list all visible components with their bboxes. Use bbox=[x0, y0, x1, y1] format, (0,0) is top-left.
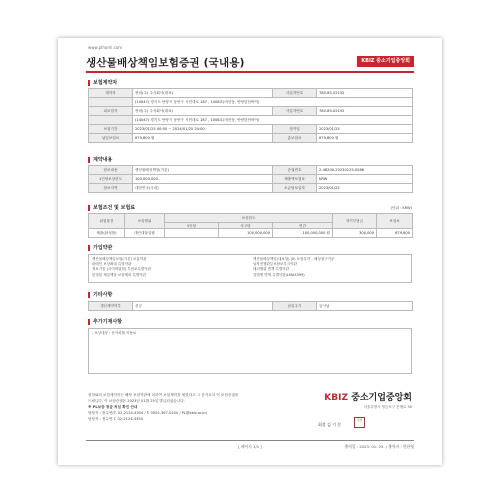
issuer-address: 서울특별시 영등포구 은행로 30 bbox=[363, 405, 412, 409]
label-cell: 담보내용 bbox=[89, 166, 133, 175]
page-title: 생산물배상책임보험증권 (국내용) bbox=[86, 57, 245, 69]
coverage-table bbox=[88, 213, 413, 238]
footer-page-number: [ 페이지 1/1 ] bbox=[238, 444, 262, 449]
label-cell: 1인당보상한도 bbox=[89, 175, 133, 184]
other-table bbox=[88, 301, 413, 311]
value-cell: 썬비(주) 주식회사(대표) bbox=[133, 107, 273, 116]
value-cell: 생산물배상책임(기본) bbox=[133, 166, 273, 175]
table-row bbox=[89, 125, 413, 134]
header-cell: 보상범위 bbox=[125, 214, 165, 229]
value-cell: 2-48200-20230125-0086 bbox=[317, 166, 413, 175]
clauses-box bbox=[88, 254, 412, 283]
clause-item: 생산물배상책임(대보험) (II) 포함특약 – 배상청구기준 bbox=[253, 257, 335, 261]
header-cell: 위험물건 bbox=[89, 214, 125, 229]
label-cell: 총보험료 bbox=[273, 134, 317, 143]
value-cell: 780-85-02192 bbox=[317, 89, 413, 98]
logo-mark: KBIZ bbox=[324, 393, 348, 403]
header-cell: 1인당 bbox=[165, 223, 219, 229]
notice-line: ※ PL보증 청급 처임 확인 안내 bbox=[88, 405, 138, 409]
footer-divider bbox=[86, 440, 414, 441]
value-cell: 780-85-02192 bbox=[317, 107, 413, 116]
footer-print-info: 출력일 : 2023. 01. 25. / 출력자 : 한한영 bbox=[344, 444, 414, 449]
label-cell: 피보험자 bbox=[89, 107, 133, 116]
brand-badge: KBIZ 중소기업중앙회 bbox=[357, 56, 414, 67]
table-row bbox=[89, 229, 413, 238]
label-cell: 납입주기 bbox=[273, 302, 317, 311]
label-cell: 계약자 bbox=[89, 89, 133, 98]
table-cell: 100,000,000 bbox=[219, 229, 273, 238]
table-row bbox=[89, 134, 413, 143]
seal-stamp: 직인 bbox=[354, 417, 365, 428]
notice-line: 드립니다. 이 보험증권은 2023년 01월 25일 발급되었습니다. bbox=[88, 399, 185, 403]
value-cell: KRW bbox=[317, 175, 413, 184]
table-cell: 대인대물일괄 bbox=[125, 229, 165, 238]
header-cell: 보상한도 bbox=[165, 214, 333, 223]
label-cell: 사업자번호 bbox=[273, 107, 317, 116]
section-title-policyholder: 보험계약자 bbox=[88, 80, 117, 86]
table-row bbox=[89, 302, 413, 311]
label-cell bbox=[89, 98, 133, 107]
insurance-certificate-page bbox=[58, 38, 442, 465]
table-cell: 300,000 bbox=[333, 229, 377, 238]
header-cell: 연간 bbox=[273, 223, 333, 229]
value-cell: 100,000,000 - bbox=[133, 175, 273, 184]
value-cell: 2023/01/25 00:00 ~ 2024/01/25 24:00 bbox=[133, 125, 273, 134]
address-cell: (14047) 경기도 안양시 동안구 시민대로 187 , 1008호(비산동, 안양한산바이) bbox=[133, 116, 413, 125]
label-cell: 소급담보일자 bbox=[273, 184, 317, 193]
section-title-clauses: 가입약관 bbox=[88, 245, 112, 251]
clause-item: 감염병 면책 특별약관(LMA5399) bbox=[253, 272, 305, 277]
table-cell: 100,000,000 원 bbox=[273, 229, 333, 238]
label-cell bbox=[89, 116, 133, 125]
header-cell: 보험료 bbox=[377, 214, 413, 229]
table-cell: 제품(완성품) bbox=[89, 229, 125, 238]
section-title-contract: 계약내용 bbox=[88, 157, 112, 163]
label-cell: 사업자번호 bbox=[273, 89, 317, 98]
additional-box bbox=[88, 328, 412, 374]
clause-item: 테러행위 면책 특별약관 bbox=[253, 267, 290, 272]
table-row bbox=[89, 98, 413, 107]
label-cell: 청약일 bbox=[273, 125, 317, 134]
section-title-additional: 추가기재사항 bbox=[88, 319, 122, 325]
clause-item: 한정된 제일액을 보험제외 특별약관 bbox=[92, 272, 147, 277]
value-cell: 679,800 원 bbox=[133, 134, 273, 143]
issuer-signature: 회장 김 기 문 bbox=[318, 422, 342, 427]
notice-line: 귀하와의 보험계약자는 해당 보험약관에 의하여 보험계약을 체결하고 그 증거로서 이 보험증권을 bbox=[88, 393, 239, 397]
clauses-left-list bbox=[92, 257, 247, 278]
site-url: www.plhomi.com bbox=[88, 45, 123, 50]
section-title-other: 기타사항 bbox=[88, 292, 112, 298]
table-row bbox=[89, 107, 413, 116]
value-cell: 일시납 bbox=[317, 302, 413, 311]
clause-item: 정보기술 (사이버위험) 부담보특별약관 bbox=[92, 267, 152, 272]
issuer-logo bbox=[294, 390, 412, 403]
table-row bbox=[89, 166, 413, 175]
header-cell: 자기부담금 bbox=[333, 214, 377, 229]
clause-item: 판매인 보상확대 특별약관 bbox=[92, 262, 132, 267]
additional-text: - 보상대상 : 선커피월 이용료 bbox=[92, 331, 137, 335]
clauses-right-list bbox=[253, 257, 409, 278]
table-cell: 679,800 bbox=[377, 229, 413, 238]
section-title-coverage: 보험조건 및 보험료 bbox=[88, 205, 135, 211]
label-cell: 납입보험료 bbox=[89, 134, 133, 143]
issuer-block bbox=[294, 390, 412, 410]
table-cell bbox=[165, 229, 219, 238]
address-cell: (14047) 경기도 안양시 동안구 시민대로 187 , 1008호(비산동, 안양한산바이) bbox=[133, 98, 413, 107]
label-cell: 증권번호 bbox=[273, 166, 317, 175]
notice-text bbox=[88, 392, 288, 422]
notice-line: 담당자 : 정수연 T. 02-2124-4354 bbox=[88, 417, 143, 421]
table-row bbox=[89, 184, 413, 193]
logo-text: 중소기업중앙회 bbox=[348, 393, 412, 403]
value-cell: 썬비(주) 주식회사(대표) bbox=[133, 89, 273, 98]
policyholder-table bbox=[88, 88, 413, 143]
table-row bbox=[89, 116, 413, 125]
label-cell: 보험기간 bbox=[89, 125, 133, 134]
value-cell: 2023/01/25 bbox=[317, 125, 413, 134]
label-cell: 제출액보험료 bbox=[273, 175, 317, 184]
clause-item: 납북전쟁관부보담보부크약관 bbox=[253, 262, 297, 267]
unit-label: (단위 : KRW) bbox=[390, 206, 412, 210]
table-row bbox=[89, 89, 413, 98]
value-cell: 679,800 원 bbox=[317, 134, 413, 143]
value-cell: 신규 bbox=[133, 302, 273, 311]
contract-table bbox=[88, 165, 413, 193]
table-row bbox=[89, 175, 413, 184]
header-cell: 사고당 bbox=[219, 223, 273, 229]
table-header-row bbox=[89, 214, 413, 223]
label-cell: 갱신계약여부 bbox=[89, 302, 133, 311]
value-cell: 대한민국(국내) bbox=[133, 184, 273, 193]
value-cell: 2023/01/25 bbox=[317, 184, 413, 193]
clause-item: 생산물배상책임보험(기본) 보통약관 bbox=[92, 257, 147, 261]
title-divider bbox=[86, 71, 414, 73]
label-cell: 담보지역 bbox=[89, 184, 133, 193]
notice-line: 담당자 : 정수연(T. 02-2124-4354 / F. 0502-367-0200 / PL@kbiz.or.kr) bbox=[88, 411, 208, 415]
